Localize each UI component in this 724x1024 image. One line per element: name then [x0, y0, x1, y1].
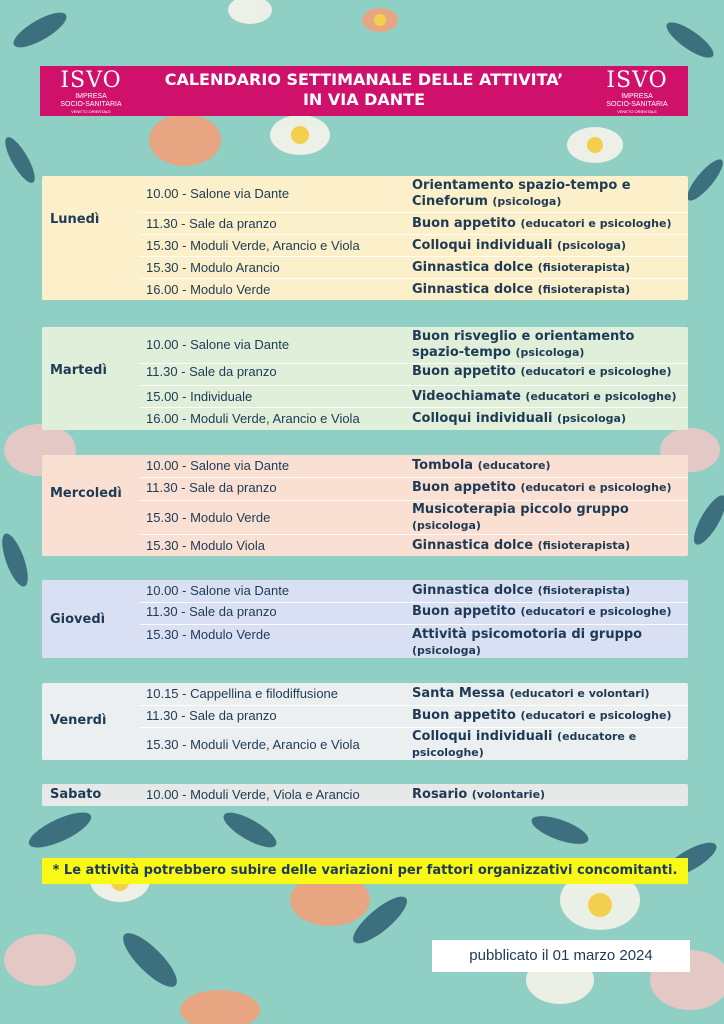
activity-name: Colloqui individuali [412, 411, 553, 426]
schedule-row [140, 727, 688, 761]
row-activity [412, 729, 684, 761]
day-name: Venerdì [50, 713, 107, 728]
row-place: 11.30 - Sale da pranzo [146, 364, 277, 379]
row-activity [412, 178, 684, 210]
activity-name: Buon appetito [412, 480, 516, 495]
row-activity [412, 260, 684, 276]
logo-line3: VENETO ORIENTALE [71, 109, 111, 114]
schedule-row [140, 580, 688, 602]
activity-staff: (psicologa) [412, 644, 481, 657]
activity-staff: (educatori e psicologhe) [520, 709, 672, 722]
row-activity [412, 364, 684, 380]
row-place: 15.30 - Modulo Viola [146, 538, 266, 553]
logo-line2: SOCIO-SANITARIA [606, 101, 668, 108]
day-name: Sabato [50, 787, 102, 802]
activity-staff: (fisioterapista) [537, 584, 631, 597]
day-name: Mercoledì [50, 486, 122, 501]
row-place: 10.00 - Salone via Dante [146, 583, 290, 598]
schedule-row [140, 327, 688, 362]
row-place: 15.00 - Individuale [146, 389, 253, 404]
row-activity [412, 329, 684, 361]
schedule-row [140, 278, 688, 301]
logo-mark: ISVO [60, 68, 122, 93]
row-place: 11.30 - Sale da pranzo [146, 216, 277, 231]
isvo-logo-left [42, 69, 140, 114]
schedule-row [140, 363, 688, 386]
page-title [140, 70, 588, 110]
activity-name: Tombola [412, 458, 474, 473]
activity-name: Ginnastica dolce [412, 583, 534, 598]
activity-name: Ginnastica dolce [412, 538, 534, 553]
day-name: Lunedì [50, 212, 100, 227]
schedule-row [140, 784, 688, 806]
row-activity [412, 238, 684, 254]
day-name: Martedì [50, 363, 107, 378]
row-activity [412, 627, 684, 659]
day-block-martedi [42, 327, 688, 430]
row-place: 10.15 - Cappellina e filodiffusione [146, 686, 339, 701]
schedule-row [140, 477, 688, 500]
activity-staff: (educatori e psicologhe) [520, 217, 672, 230]
day-name: Giovedì [50, 612, 106, 627]
activity-name: Ginnastica dolce [412, 282, 534, 297]
row-place: 11.30 - Sale da pranzo [146, 708, 277, 723]
row-activity [412, 216, 684, 232]
activity-name: Buon risveglio e orientamento spazio-tempo [412, 329, 635, 360]
row-activity [412, 787, 684, 803]
day-block-lunedi [42, 176, 688, 300]
header-banner [40, 66, 688, 116]
activity-staff: (fisioterapista) [537, 539, 631, 552]
row-activity [412, 686, 684, 702]
schedule-row [140, 683, 688, 705]
row-activity [412, 708, 684, 724]
schedule-row [140, 212, 688, 235]
row-activity [412, 389, 684, 405]
activity-staff: (fisioterapista) [537, 283, 631, 296]
title-line2: IN VIA DANTE [302, 90, 426, 109]
activity-name: Rosario [412, 787, 468, 802]
row-activity [412, 583, 684, 599]
schedule-row [140, 256, 688, 279]
row-place: 10.00 - Salone via Dante [146, 337, 290, 352]
activity-name: Buon appetito [412, 364, 516, 379]
row-activity [412, 502, 684, 534]
activity-name: Videochiamate [412, 389, 521, 404]
activity-staff: (educatori e psicologhe) [525, 390, 677, 403]
logo-mark: ISVO [606, 68, 668, 93]
activity-name: Colloqui individuali [412, 238, 553, 253]
schedule-row [140, 624, 688, 659]
activity-staff: (psicologa) [515, 346, 585, 359]
row-activity [412, 282, 684, 298]
logo-line2: SOCIO-SANITARIA [60, 101, 122, 108]
activity-name: Attività psicomotoria di gruppo [412, 627, 643, 642]
schedule-row [140, 407, 688, 431]
isvo-logo-right [588, 69, 686, 114]
logo-line3: VENETO ORIENTALE [617, 109, 657, 114]
schedule-row [140, 602, 688, 625]
activity-name: Orientamento spazio-tempo e Cineforum [412, 178, 631, 209]
logo-line1: IMPRESA [75, 93, 107, 100]
disclaimer-note: * Le attività potrebbero subire delle variazioni per fattori organizzativi concomitanti. [42, 858, 688, 884]
day-block-giovedi [42, 580, 688, 658]
row-activity [412, 604, 684, 620]
title-line1: CALENDARIO SETTIMANALE DELLE ATTIVITA’ [164, 70, 564, 89]
row-place: 16.00 - Modulo Verde [146, 282, 271, 297]
activity-staff: (psicologa) [557, 239, 626, 252]
row-activity [412, 458, 684, 474]
day-block-venerdi [42, 683, 688, 760]
row-place: 15.30 - Moduli Verde, Arancio e Viola [146, 238, 360, 253]
row-activity [412, 411, 684, 427]
row-place: 15.30 - Modulo Verde [146, 627, 271, 642]
activity-staff: (psicologa) [557, 412, 626, 425]
activity-name: Buon appetito [412, 708, 516, 723]
row-place: 10.00 - Salone via Dante [146, 458, 290, 473]
activity-staff: (fisioterapista) [537, 261, 631, 274]
activity-staff: (educatori e psicologhe) [520, 365, 672, 378]
schedule-row [140, 534, 688, 557]
schedule-row [140, 705, 688, 728]
published-date: pubblicato il 01 marzo 2024 [432, 940, 690, 972]
day-block-mercoledi [42, 455, 688, 556]
schedule-row [140, 385, 688, 408]
activity-name: Buon appetito [412, 216, 516, 231]
row-place: 11.30 - Sale da pranzo [146, 480, 277, 495]
row-place: 10.00 - Salone via Dante [146, 186, 290, 201]
activity-name: Santa Messa [412, 686, 505, 701]
schedule-row [140, 500, 688, 534]
activity-staff: (educatori e psicologhe) [520, 481, 672, 494]
row-place: 15.30 - Modulo Arancio [146, 260, 280, 275]
schedule-row [140, 455, 688, 477]
logo-line1: IMPRESA [621, 93, 653, 100]
schedule-row [140, 234, 688, 257]
activity-staff: (volontarie) [471, 788, 546, 801]
activity-name: Buon appetito [412, 604, 516, 619]
row-place: 15.30 - Modulo Verde [146, 510, 271, 525]
row-place: 11.30 - Sale da pranzo [146, 604, 277, 619]
row-place: 15.30 - Moduli Verde, Arancio e Viola [146, 737, 360, 752]
activity-name: Musicoterapia piccolo gruppo [412, 502, 629, 517]
row-place: 10.00 - Moduli Verde, Viola e Arancio [146, 787, 360, 802]
row-activity [412, 538, 684, 554]
activity-staff: (educatori e volontari) [509, 687, 650, 700]
day-block-sabato [42, 784, 688, 806]
activity-name: Ginnastica dolce [412, 260, 534, 275]
activity-staff: (psicologa) [412, 519, 481, 532]
activity-name: Colloqui individuali [412, 729, 553, 744]
activity-staff: (psicologa) [492, 195, 562, 208]
activity-staff: (educatore) [477, 459, 551, 472]
schedule-row [140, 176, 688, 211]
row-place: 16.00 - Moduli Verde, Arancio e Viola [146, 411, 360, 426]
activity-staff: (educatori e psicologhe) [520, 605, 672, 618]
row-activity [412, 480, 684, 496]
activity-staff: (educatore e psicologhe) [412, 730, 637, 759]
